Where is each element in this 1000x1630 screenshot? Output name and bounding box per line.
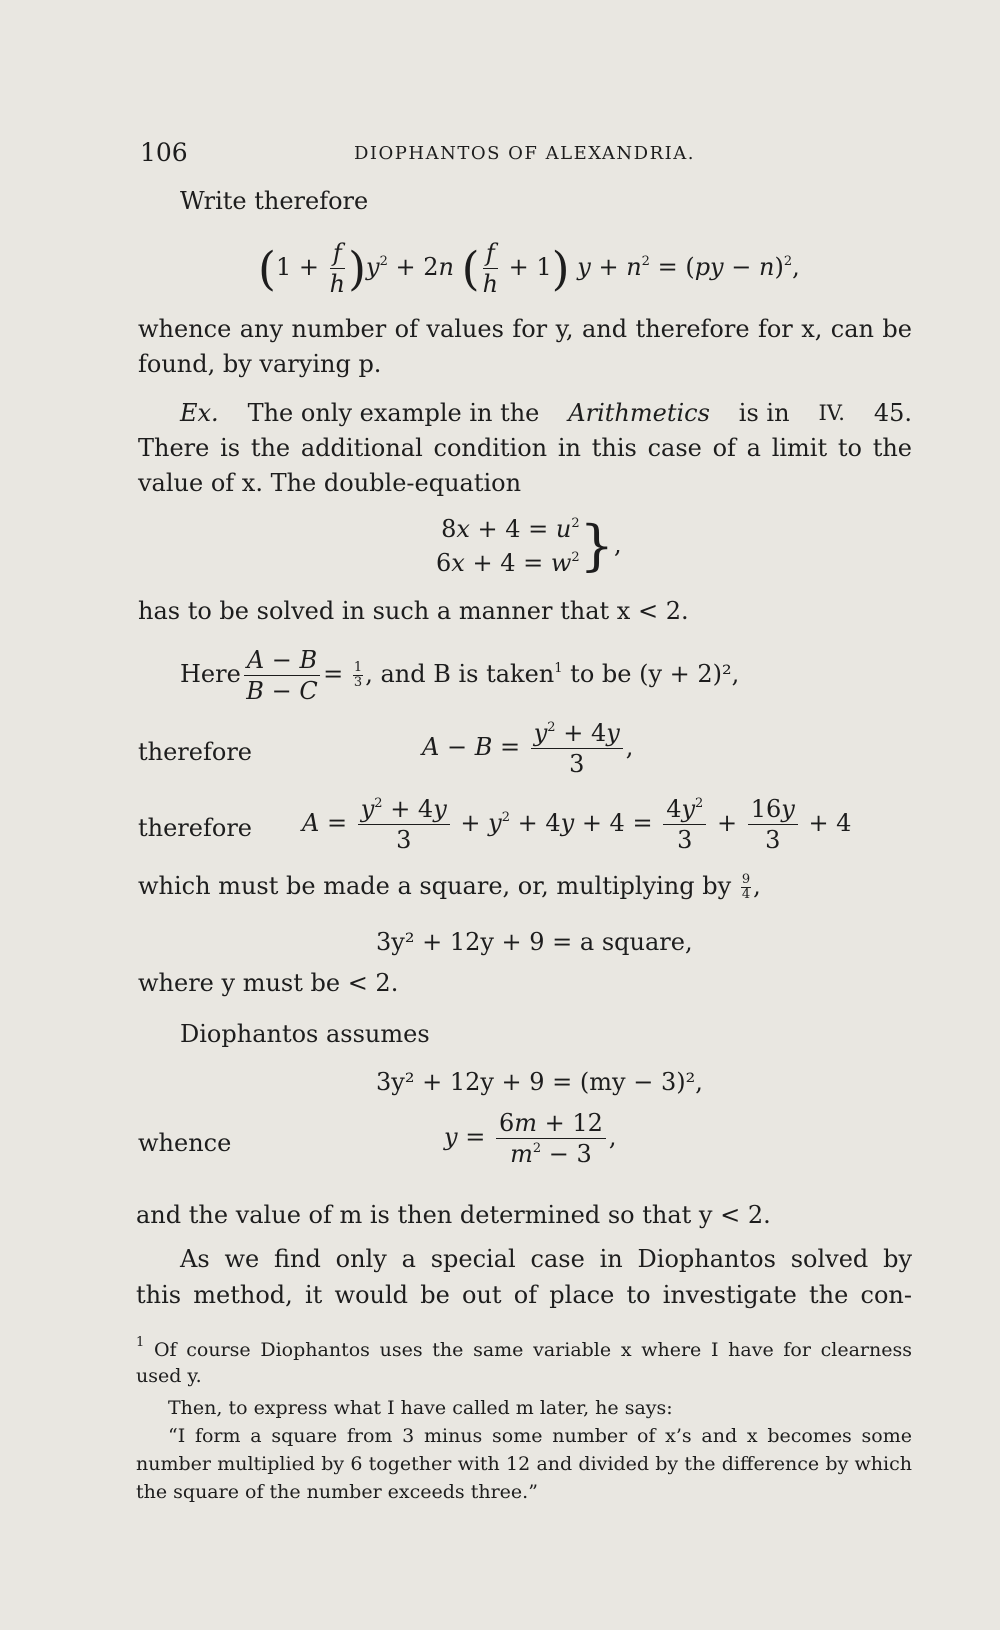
therefore-label-2: therefore [138,814,252,842]
footnote-3-line3: the square of the number exceeds three.” [136,1481,538,1503]
paragraph-value-m: and the value of m is then determined so that y < 2. [136,1201,771,1229]
footnote-1-line2: used y. [136,1365,202,1387]
example-text-c: is in [738,399,790,427]
paragraph-example-line3: value of x. The double-equation [138,469,522,497]
equation-here: Here $\frac{A - B}{B - C}$ = $\frac{1}{3}$ , and B is taken$^1$ to be (y + 2)², [180,646,740,705]
footnote-3-line2: number multiplied by 6 together with 12 and divided by the difference by which [136,1453,912,1475]
equation-assume: 3y² + 12y + 9 = (my − 3)², [376,1068,703,1096]
paragraph-special-case-line1: As we find only a special case in Diophantos solved by [180,1245,912,1273]
here-word: Here [180,660,241,688]
double-equation: $8x + 4 = u^2$ $6x + 4 = w^2$ }, [436,514,622,577]
paragraph-example-line1 [180,396,912,431]
example-text-a: The only example in the [247,399,540,427]
paragraph-multiply: which must be made a square, or, multiplying by $\frac{9}{4}$ , [138,872,761,902]
equation-y: y = $\frac{6m + 12}{m^2 - 3}$ , [444,1109,617,1168]
example-text-arithmetics: Arithmetics [568,399,710,427]
paragraph-condition: has to be solved in such a manner that x < 2. [138,597,689,625]
paragraph-where-y: where y must be < 2. [138,969,399,997]
example-label: Ex. [180,399,219,427]
footnote-3-line1: “I form a square from 3 minus some number of x’s and x becomes some [168,1425,912,1447]
here-text-2: to be (y + 2)², [562,660,740,688]
footnote-1-mark: 1 [136,1335,145,1350]
whence-label: whence [138,1129,232,1157]
equation-square: 3y² + 12y + 9 = a square, [376,928,693,956]
equation-a-minus-b: A − B = $\frac{y^2 + 4y}{3}$ , [422,719,634,778]
therefore-label-1: therefore [138,738,252,766]
page-number: 106 [140,138,188,167]
footnote-1-text: Of course Diophantos uses the same variable x where I have for clearness [153,1339,912,1361]
running-title: DIOPHANTOS OF ALEXANDRIA. [354,143,695,164]
example-text-number: 45. [873,399,912,427]
paragraph-special-case-line2: this method, it would be out of place to investigate the con- [136,1281,912,1309]
paragraph-whence-line2: found, by varying p. [138,350,382,378]
paragraph-example-line2: There is the additional condition in this case of a limit to the [138,434,912,462]
example-text-book: IV. [818,401,845,425]
paragraph-whence-line1: whence any number of values for y, and therefore for x, can be [138,315,912,343]
footnote-1-line1 [136,1336,912,1364]
footnote-2: Then, to express what I have called m later, he says: [168,1397,673,1419]
multiply-text: which must be made a square, or, multiplying by [138,872,732,900]
equation-a: A = $\frac{y^2 + 4y}{3}$ + $y^2 + 4y + 4$ = $\frac{4y^2}{3}$ + $\frac{16y}{3}$ + 4 [302,795,852,854]
paragraph-diophantos-assumes: Diophantos assumes [180,1020,430,1048]
here-text: , and B is taken [365,660,555,688]
equation-main: (1 + $\frac{f}{h}$ )$y^2 + 2n$ ( $\frac{f}{h}$ + 1) $y + n^2 = (py - n)^2$, [258,239,800,298]
paragraph-write-therefore: Write therefore [180,187,369,215]
